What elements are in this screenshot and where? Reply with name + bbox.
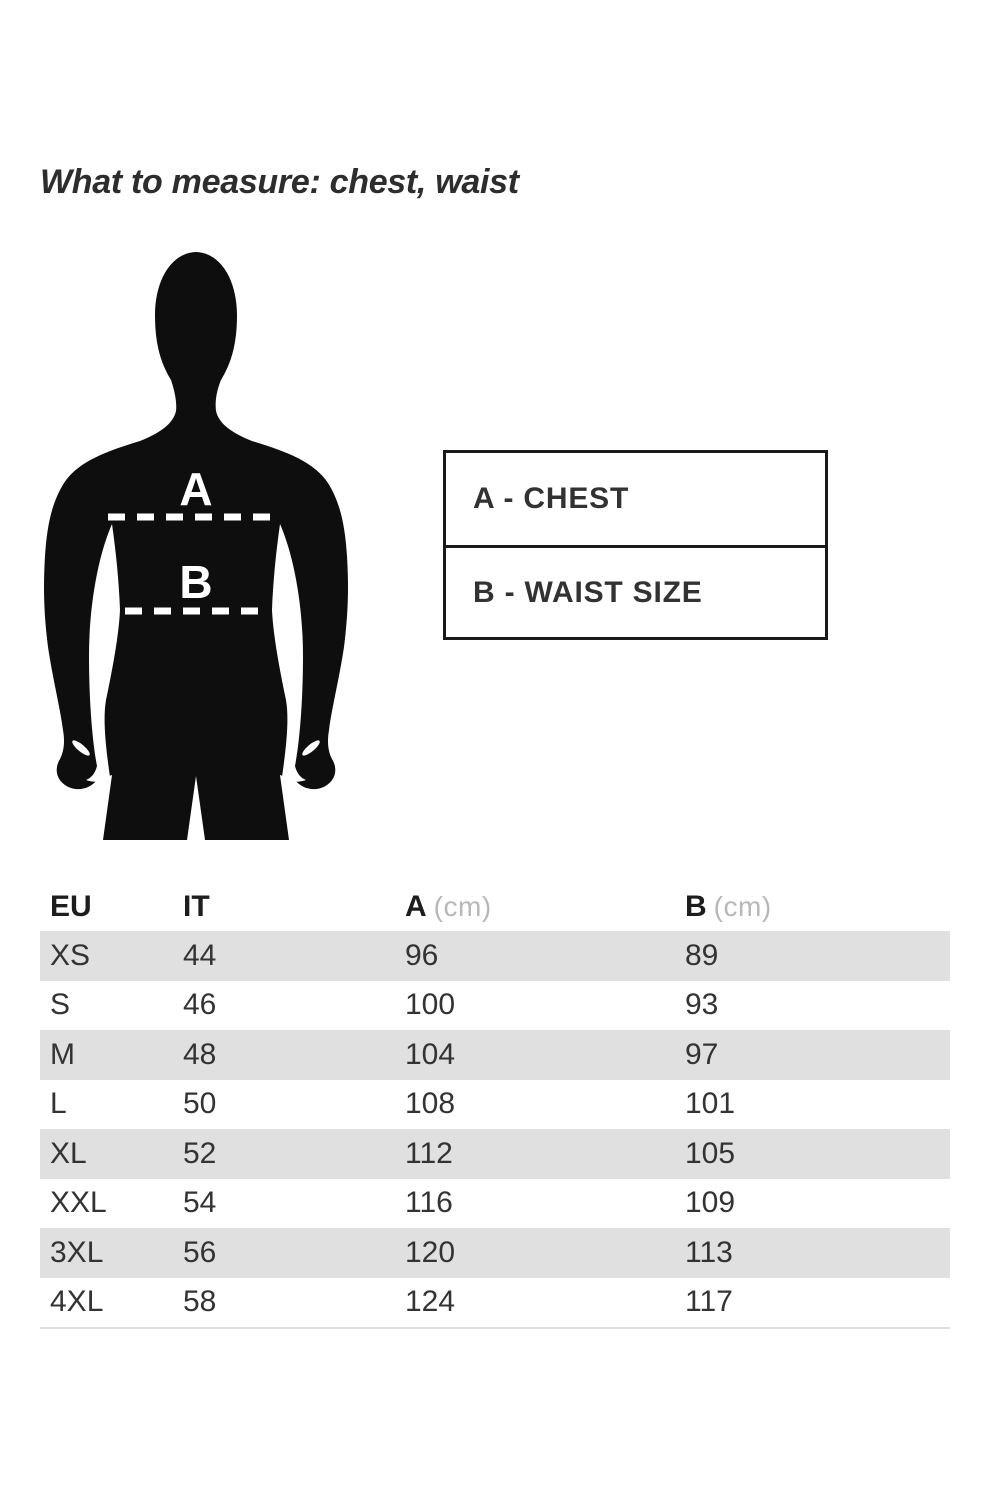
column-header-it: IT <box>183 890 210 923</box>
cell-it: 50 <box>183 1087 217 1121</box>
cell-it: 54 <box>183 1186 217 1220</box>
cell-b: 101 <box>685 1087 736 1121</box>
cell-a: 96 <box>405 938 439 972</box>
table-row-l <box>40 1080 950 1130</box>
column-header-b: B (cm) <box>685 890 772 923</box>
cell-a: 124 <box>405 1285 456 1319</box>
cell-it: 46 <box>183 988 217 1022</box>
cell-it: 52 <box>183 1136 217 1170</box>
cell-eu: XXL <box>50 1186 107 1220</box>
cell-b: 93 <box>685 988 719 1022</box>
table-row-m <box>40 1030 950 1080</box>
column-header-eu: EU <box>50 890 92 923</box>
body-silhouette <box>44 252 348 840</box>
measurement-marker-b: B <box>179 556 213 608</box>
cell-b: 113 <box>685 1235 733 1269</box>
cell-b: 97 <box>685 1037 719 1071</box>
column-header-a: A (cm) <box>405 890 492 923</box>
cell-a: 104 <box>405 1037 456 1071</box>
cell-b: 89 <box>685 938 719 972</box>
unit-label-b: (cm) <box>713 891 772 922</box>
table-row-3xl <box>40 1228 950 1278</box>
cell-it: 48 <box>183 1037 217 1071</box>
unit-label-a: (cm) <box>433 891 492 922</box>
cell-it: 44 <box>183 938 217 972</box>
table-row-4xl <box>40 1278 950 1328</box>
legend-item-chest <box>446 453 825 545</box>
cell-eu: M <box>50 1037 75 1071</box>
cell-a: 100 <box>405 988 456 1022</box>
measurement-marker-a: A <box>179 463 213 515</box>
cell-it: 58 <box>183 1285 217 1319</box>
cell-a: 108 <box>405 1087 456 1121</box>
table-row-xs <box>40 931 950 981</box>
legend-waist-label: B - WAIST SIZE <box>473 575 703 609</box>
cell-it: 56 <box>183 1235 217 1269</box>
size-table-header <box>40 883 950 931</box>
cell-eu: L <box>50 1087 67 1121</box>
body-silhouette-figure <box>39 252 355 842</box>
legend-box <box>443 450 828 640</box>
cell-b: 109 <box>685 1186 736 1220</box>
cell-eu: 4XL <box>50 1285 104 1319</box>
cell-eu: XS <box>50 938 91 972</box>
size-table <box>40 883 950 1329</box>
legend-item-waist <box>446 545 825 637</box>
table-row-xl <box>40 1129 950 1179</box>
cell-eu: XL <box>50 1136 87 1170</box>
cell-eu: 3XL <box>50 1235 104 1269</box>
legend-chest-label: A - CHEST <box>473 482 630 515</box>
size-guide-title: What to measure: chest, waist <box>40 163 519 201</box>
table-row-xxl <box>40 1179 950 1229</box>
cell-a: 116 <box>405 1186 453 1220</box>
table-row-s <box>40 981 950 1031</box>
cell-a: 120 <box>405 1235 456 1269</box>
cell-b: 117 <box>685 1285 733 1319</box>
cell-eu: S <box>50 988 71 1022</box>
cell-b: 105 <box>685 1136 736 1170</box>
cell-a: 112 <box>405 1136 453 1170</box>
